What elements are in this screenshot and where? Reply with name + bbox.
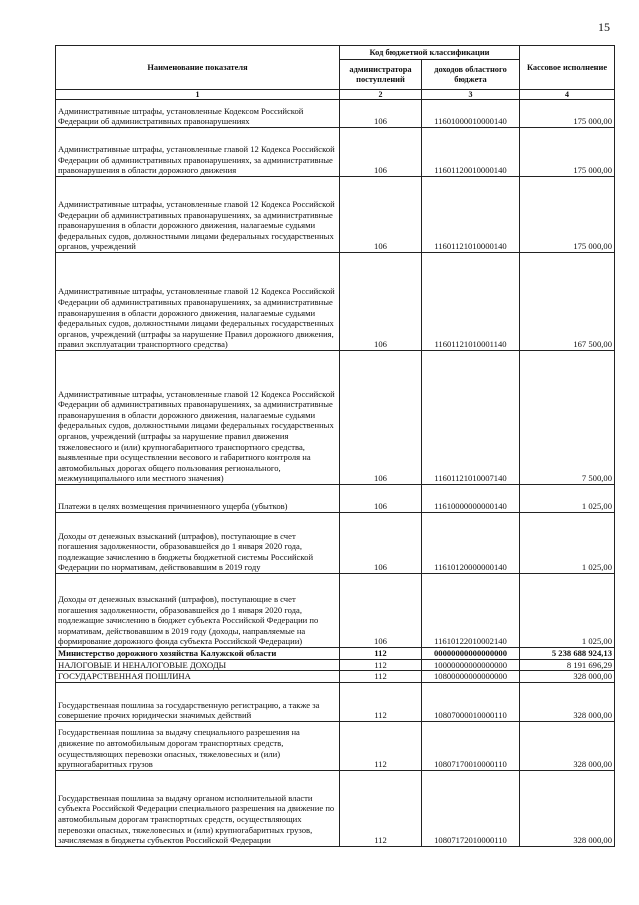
- row-admin-code: 106: [340, 351, 422, 485]
- row-income-code: 11601121010001140: [422, 253, 520, 351]
- row-admin-code: 106: [340, 100, 422, 128]
- row-income-code: 11601000010000140: [422, 100, 520, 128]
- table-row: [56, 682, 615, 721]
- row-name: Государственная пошлина за государственную регистрацию, а также за совершение прочих юридически значимых действий: [56, 682, 340, 721]
- row-amount: 1 025,00: [520, 513, 615, 574]
- col-number-4: 4: [520, 90, 615, 100]
- row-name: Доходы от денежных взысканий (штрафов), поступающие в счет погашения задолженности, образовавшейся до 1 января 2020 года, подлежащие зачислению в бюджеты бюджетной системы Российской Федерации по нормативам, действовавшим в 2019 году: [56, 513, 340, 574]
- row-amount: 5 238 688 924,13: [520, 648, 615, 660]
- table-row: [56, 351, 615, 485]
- table-row: [56, 100, 615, 128]
- table-row: [56, 485, 615, 513]
- row-amount: 328 000,00: [520, 682, 615, 721]
- row-admin-code: 112: [340, 659, 422, 671]
- col-number-1: 1: [56, 90, 340, 100]
- row-admin-code: 112: [340, 721, 422, 770]
- col-number-2: 2: [340, 90, 422, 100]
- row-amount: 1 025,00: [520, 574, 615, 648]
- row-name: НАЛОГОВЫЕ И НЕНАЛОГОВЫЕ ДОХОДЫ: [56, 659, 340, 671]
- row-income-code: 11601121010000140: [422, 177, 520, 253]
- row-income-code: 10807170010000110: [422, 721, 520, 770]
- row-income-code: 00000000000000000: [422, 648, 520, 660]
- row-admin-code: 106: [340, 485, 422, 513]
- row-income-code: 11601120010000140: [422, 128, 520, 177]
- row-amount: 175 000,00: [520, 128, 615, 177]
- row-admin-code: 106: [340, 128, 422, 177]
- table-row: [56, 770, 615, 846]
- header-admin: администратора поступлений: [340, 60, 422, 90]
- row-name: Административные штрафы, установленные главой 12 Кодекса Российской Федерации об административных правонарушениях, за административные правонарушения в области дорожного движения: [56, 128, 340, 177]
- row-income-code: 10000000000000000: [422, 659, 520, 671]
- table-row: [56, 253, 615, 351]
- row-amount: 175 000,00: [520, 177, 615, 253]
- table-row: [56, 513, 615, 574]
- row-amount: 328 000,00: [520, 770, 615, 846]
- row-name: Административные штрафы, установленные главой 12 Кодекса Российской Федерации об административных правонарушениях, за административные правонарушения в области дорожного движения, налагаемые судьями федеральных судов, должностными лицами федеральных государственных органов, учреждений: [56, 177, 340, 253]
- row-name: Государственная пошлина за выдачу органом исполнительной власти субъекта Российской Федерации специального разрешения на движение по автомобильным дорогам транспортных средств, осуществляющих перевозки опасных, тяжеловесных и (или) крупногабаритных грузов, зачисляемая в бюджеты субъектов Российской Федерации: [56, 770, 340, 846]
- header-budget-classification: Код бюджетной классификации: [340, 46, 520, 60]
- row-admin-code: 106: [340, 253, 422, 351]
- row-name: Платежи в целях возмещения причиненного ущерба (убытков): [56, 485, 340, 513]
- row-income-code: 11610122010002140: [422, 574, 520, 648]
- header-income: доходов областного бюджета: [422, 60, 520, 90]
- row-income-code: 10807172010000110: [422, 770, 520, 846]
- row-amount: 7 500,00: [520, 351, 615, 485]
- table-row: [56, 177, 615, 253]
- row-name: Доходы от денежных взысканий (штрафов), поступающие в счет погашения задолженности, образовавшейся до 1 января 2020 года, подлежащие зачислению в бюджет субъекта Российской Федерации по нормативам, действовавшим в 2019 году (доходы, направляемые на формирование дорожного фонда субъекта Российской Федерации): [56, 574, 340, 648]
- table-row: [56, 128, 615, 177]
- table-row: [56, 574, 615, 648]
- row-name: Административные штрафы, установленные Кодексом Российской Федерации об административных правонарушениях: [56, 100, 340, 128]
- table-row: [56, 721, 615, 770]
- row-income-code: 11601121010007140: [422, 351, 520, 485]
- row-amount: 328 000,00: [520, 671, 615, 683]
- row-admin-code: 112: [340, 648, 422, 660]
- col-number-3: 3: [422, 90, 520, 100]
- table-body: [56, 100, 615, 847]
- row-admin-code: 112: [340, 682, 422, 721]
- header-name: Наименование показателя: [56, 46, 340, 90]
- row-amount: 1 025,00: [520, 485, 615, 513]
- budget-report-table: [55, 45, 615, 847]
- row-name: Министерство дорожного хозяйства Калужской области: [56, 648, 340, 660]
- row-amount: 328 000,00: [520, 721, 615, 770]
- row-amount: 175 000,00: [520, 100, 615, 128]
- row-income-code: 11610120000000140: [422, 513, 520, 574]
- row-amount: 167 500,00: [520, 253, 615, 351]
- row-admin-code: 112: [340, 770, 422, 846]
- row-name: ГОСУДАРСТВЕННАЯ ПОШЛИНА: [56, 671, 340, 683]
- row-admin-code: 106: [340, 574, 422, 648]
- header-cash-execution: Кассовое исполнение: [520, 46, 615, 90]
- page-number: 15: [598, 20, 610, 34]
- row-admin-code: 106: [340, 177, 422, 253]
- row-income-code: 11610000000000140: [422, 485, 520, 513]
- table-row: [56, 671, 615, 683]
- table-row: [56, 648, 615, 660]
- table-row: [56, 659, 615, 671]
- row-name: Государственная пошлина за выдачу специального разрешения на движение по автомобильным дорогам транспортных средств, осуществляющих перевозки опасных, тяжеловесных и (или) крупногабаритных грузов: [56, 721, 340, 770]
- row-admin-code: 112: [340, 671, 422, 683]
- row-name: Административные штрафы, установленные главой 12 Кодекса Российской Федерации об административных правонарушениях, за административные правонарушения в области дорожного движения, налагаемые судьями федеральных судов, должностными лицами федеральных государственных органов, учреждений (штрафы за нарушение правил движения тяжеловесного и (или) крупногабаритного транспортного средства, выявленные при осуществлении весового и габаритного контроля на автомобильных дорогах общего пользования регионального, межмуниципального или местного значения): [56, 351, 340, 485]
- row-income-code: 10800000000000000: [422, 671, 520, 683]
- row-amount: 8 191 696,29: [520, 659, 615, 671]
- row-income-code: 10807000010000110: [422, 682, 520, 721]
- row-admin-code: 106: [340, 513, 422, 574]
- row-name: Административные штрафы, установленные главой 12 Кодекса Российской Федерации об административных правонарушениях, за административные правонарушения в области дорожного движения, налагаемые судьями федеральных судов, должностными лицами федеральных государственных органов, учреждений (штрафы за нарушение Правил дорожного движения, правил эксплуатации транспортного средства): [56, 253, 340, 351]
